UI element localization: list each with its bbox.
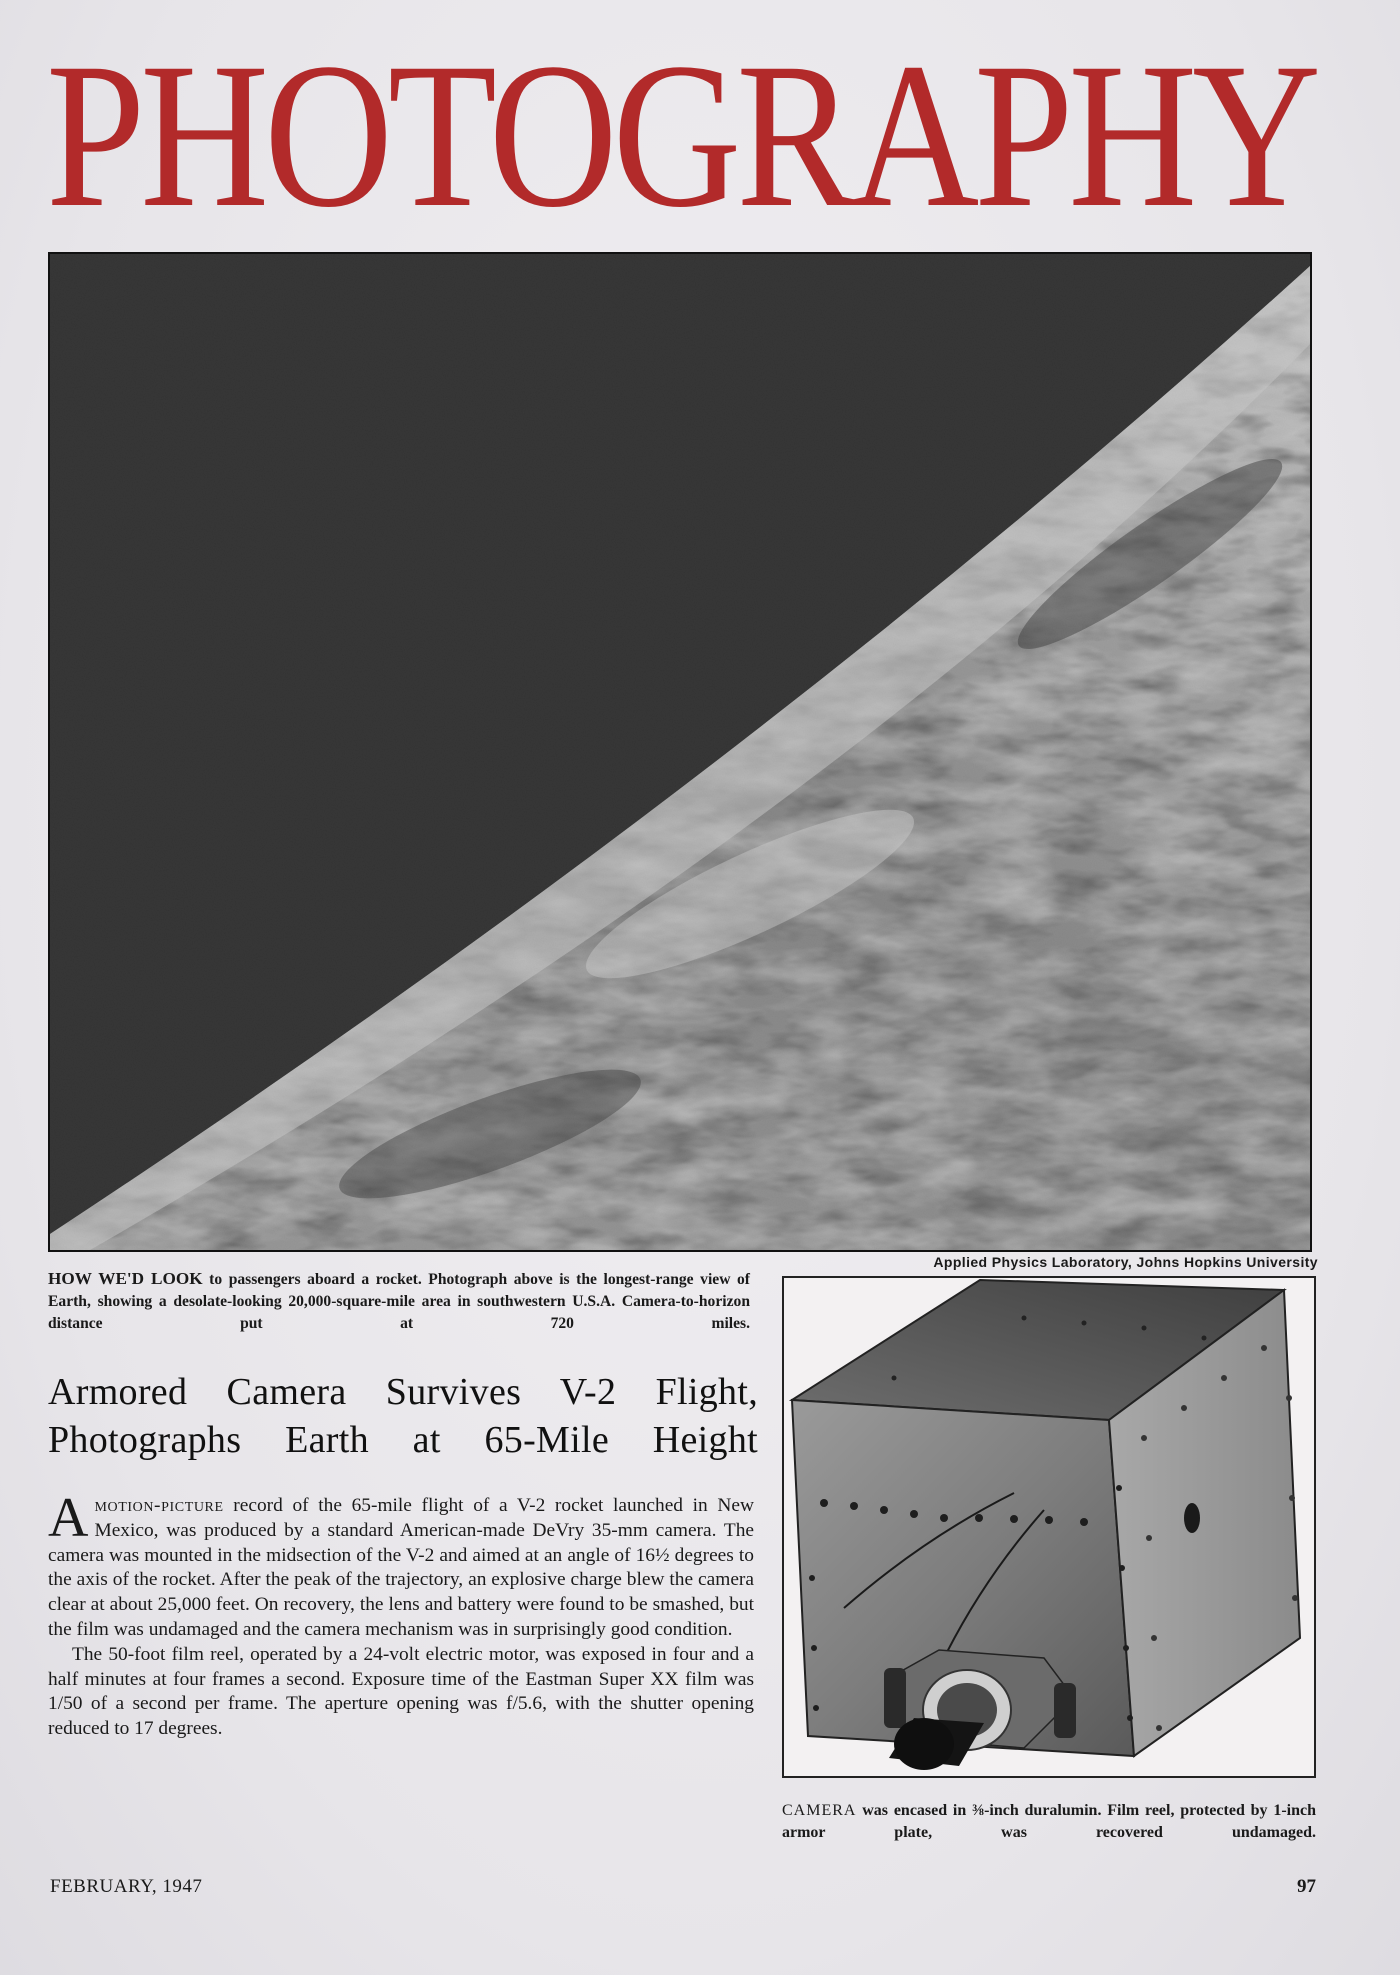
article-body xyxy=(48,1487,754,1742)
earth-photo-caption xyxy=(48,1268,750,1334)
camera-caption-lead: CAMERA xyxy=(782,1802,857,1819)
issue-date: FEBRUARY, 1947 xyxy=(50,1876,203,1897)
headline-line-2: Photographs Earth at 65-Mile Height xyxy=(48,1419,758,1461)
earth-caption-body: to passengers aboard a rocket. Photograph above is the longest-range view of Earth, showing a desolate-looking 20,000-square-mile area in southwestern U.S.A. Camera-to-horizon distance put at 720 miles. xyxy=(48,1271,750,1332)
camera-caption-body: was encased in ⅜-inch duralumin. Film reel, protected by 1-inch armor plate, was recovered undamaged. xyxy=(782,1802,1316,1841)
camera-photo-caption xyxy=(782,1800,1316,1844)
armored-camera-photo xyxy=(782,1276,1316,1778)
earth-caption-lead: HOW WE'D LOOK xyxy=(48,1269,203,1288)
photo-credit: Applied Physics Laboratory, Johns Hopkins University xyxy=(933,1254,1318,1270)
earth-from-rocket-photo xyxy=(48,252,1312,1252)
page-number: 97 xyxy=(1297,1876,1316,1897)
article-paragraph-1 xyxy=(48,1487,754,1643)
article-headline xyxy=(48,1368,758,1464)
section-masthead: PHOTOGRAPHY xyxy=(46,20,1316,250)
article-paragraph-2: The 50-foot film reel, operated by a 24-volt electric motor, was exposed in four and a half minutes at four frames a second. Exposure time of the Eastman Super XX film was 1/50 of a second per frame. The aperture opening was f/5.6, with the shutter opening reduced to 17 degrees. xyxy=(48,1643,754,1740)
headline-line-1: Armored Camera Survives V-2 Flight, xyxy=(48,1371,758,1413)
paragraph-1-text: record of the 65-mile flight of a V-2 rocket launched in New Mexico, was produced by a standard American-made DeVry 35-mm camera. The camera was mounted in the midsection of the V-2 and aimed at an angle of 16½ degrees to the axis of the rocket. After the peak of the trajectory, an explosive charge blew the camera clear at about 25,000 feet. On recovery, the lens and battery were found to be smashed, but the film was undamaged and the camera mechanism was in surprisingly good condition. xyxy=(48,1495,754,1640)
drop-cap: A xyxy=(48,1487,89,1549)
opening-smallcaps: motion-picture xyxy=(94,1495,224,1516)
